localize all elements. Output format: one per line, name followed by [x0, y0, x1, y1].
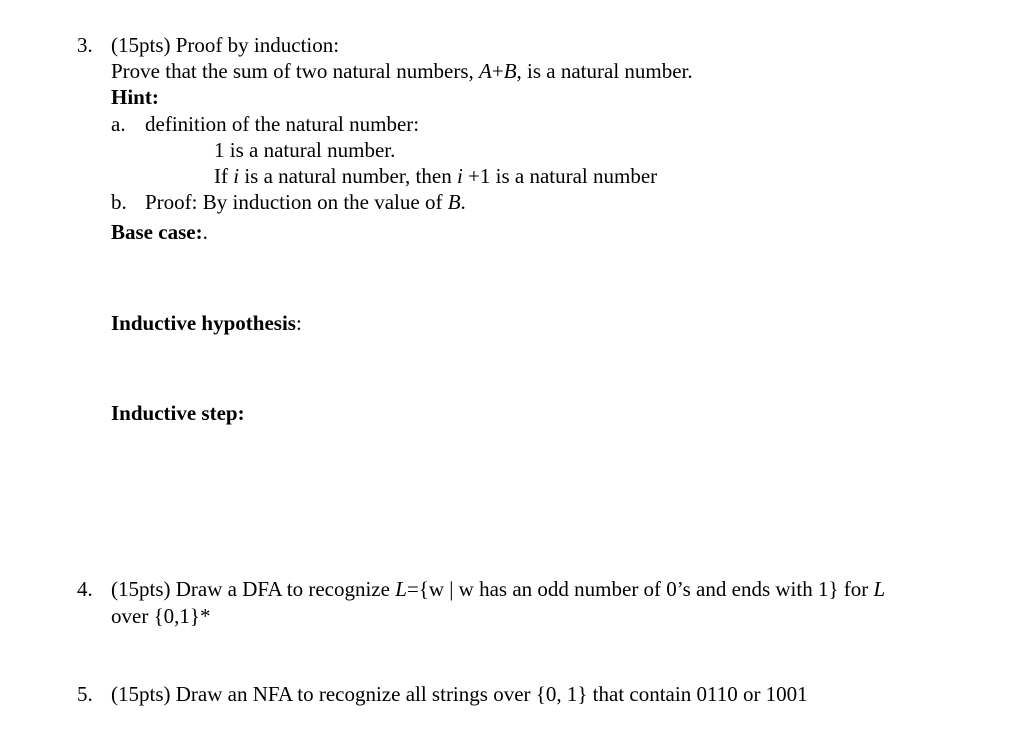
- q3-b-text: [145, 192, 466, 213]
- q3-b-prefix: Proof: By induction on the value of: [145, 190, 448, 214]
- q5-text: (15pts) Draw an NFA to recognize all strings over {0, 1} that contain 0110 or 1001: [111, 682, 808, 706]
- q3-hyp-label: Inductive hypothesis: [111, 311, 296, 335]
- q3-a-text: definition of the natural number:: [145, 112, 420, 136]
- q4-prefix: (15pts) Draw a DFA to recognize: [111, 577, 396, 601]
- q4-number: 4.: [77, 577, 93, 601]
- q3-def-mid: is a natural number, then: [239, 164, 457, 188]
- q3-prompt-a: A: [479, 59, 492, 83]
- q3-b-marker: b.: [111, 190, 127, 214]
- q4-l: L: [395, 577, 407, 601]
- q3-header: (15pts) Proof by induction:: [111, 33, 340, 57]
- q3-base-suffix: .: [202, 220, 208, 244]
- q3-prompt: [111, 61, 693, 82]
- q3-inductive-hypothesis: [111, 313, 302, 334]
- q3-definition-line2: [214, 166, 657, 187]
- q3-b-var: B: [447, 190, 461, 214]
- q3-prompt-suffix: , is a natural number.: [516, 59, 693, 83]
- q3-def-i1: i: [233, 164, 240, 188]
- q3-def-i2: i: [456, 164, 463, 188]
- q3-hyp-suffix: :: [295, 311, 302, 335]
- q3-definition-line1: 1 is a natural number.: [214, 138, 396, 162]
- q3-base-label: Base case:: [111, 220, 203, 244]
- q3-inductive-step: Inductive step:: [111, 401, 245, 425]
- q3-prompt-b: B: [503, 59, 517, 83]
- q4-line1: [111, 579, 885, 600]
- q3-b-suffix: .: [460, 190, 466, 214]
- q4-line2: over {0,1}*: [111, 604, 211, 628]
- q3-prompt-prefix: Prove that the sum of two natural numbers,: [111, 59, 480, 83]
- q4-mid: ={w | w has an odd number of 0’s and ends with 1} for: [406, 577, 874, 601]
- q3-number: 3.: [77, 33, 93, 57]
- q3-hint-label: Hint:: [111, 85, 159, 109]
- q3-a-marker: a.: [111, 112, 126, 136]
- q5-number: 5.: [77, 682, 93, 706]
- q3-base-case: [111, 222, 208, 243]
- q3-def-end: +1 is a natural number: [462, 164, 658, 188]
- q4-l2: L: [873, 577, 886, 601]
- q3-prompt-plus: +: [491, 59, 504, 83]
- q3-def-if: If: [214, 164, 234, 188]
